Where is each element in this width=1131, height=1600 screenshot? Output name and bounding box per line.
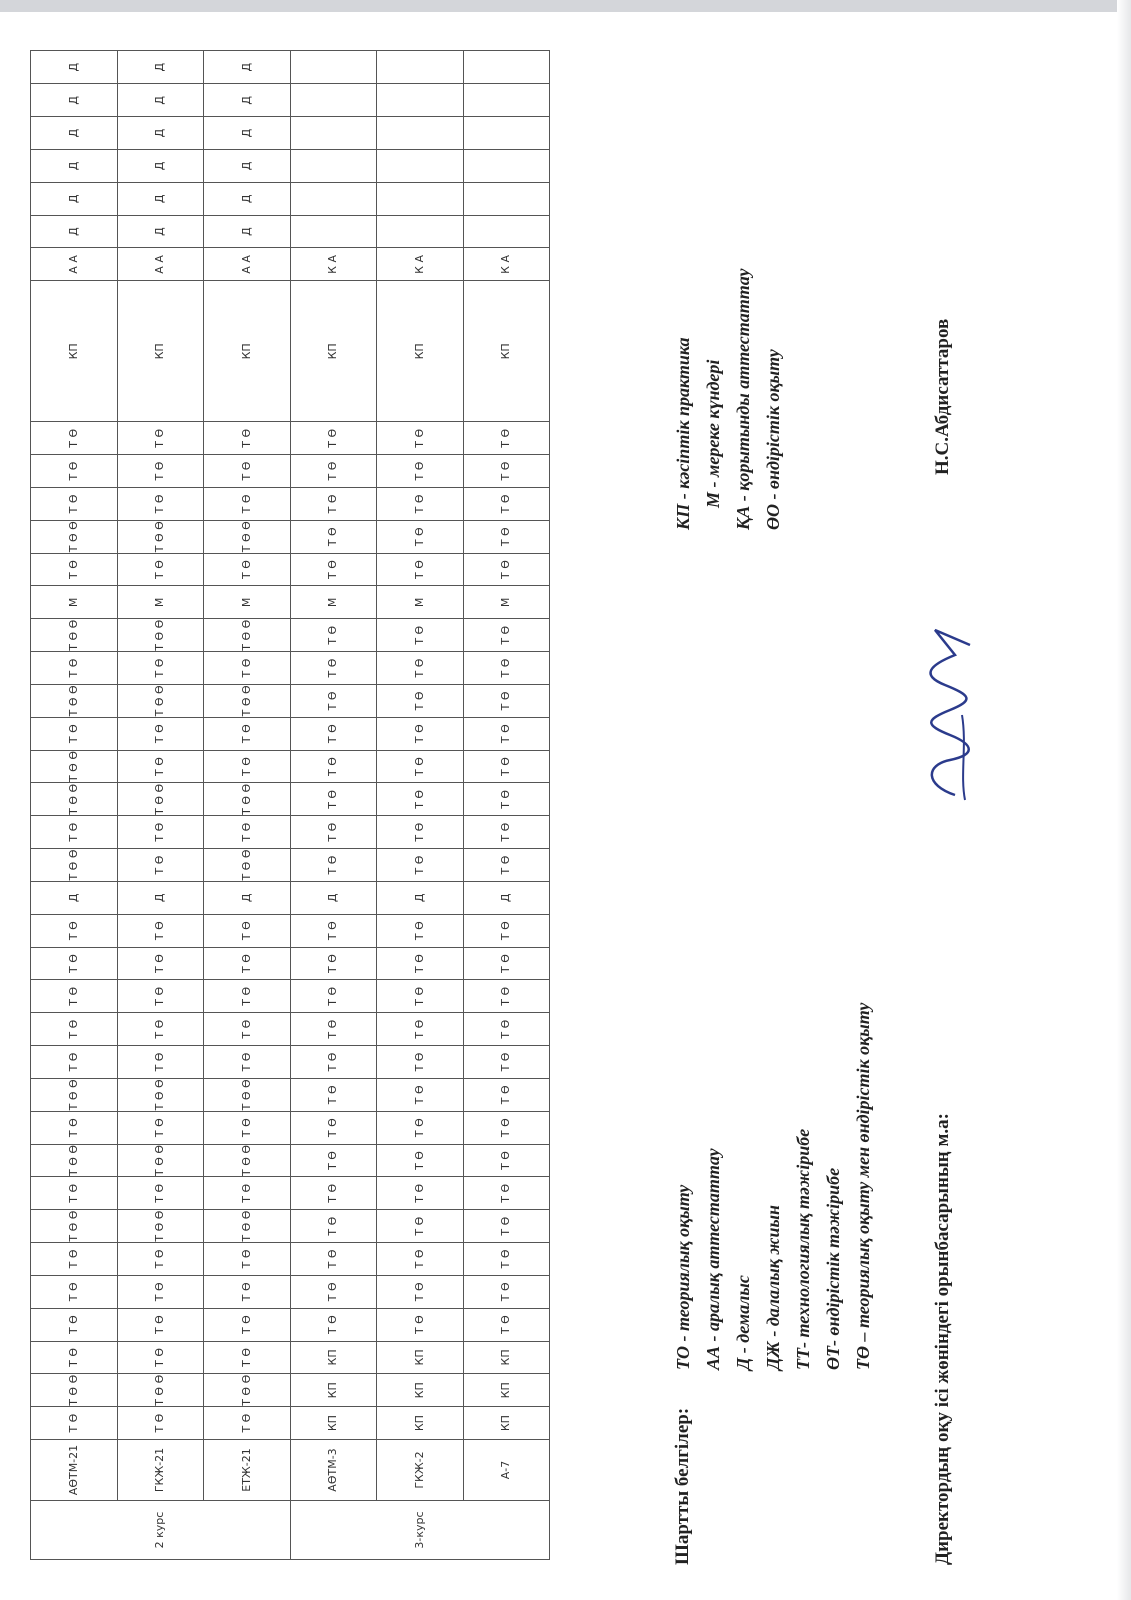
- schedule-cell: Т Ө: [290, 455, 377, 488]
- schedule-cell: КП: [463, 1341, 550, 1374]
- group-label: А-7: [463, 1440, 550, 1501]
- schedule-cell: Д: [31, 215, 118, 248]
- schedule-cell: Т Ө: [290, 783, 377, 816]
- schedule-cell: Т Ө: [290, 487, 377, 520]
- schedule-cell: К А: [463, 248, 550, 281]
- schedule-cell: Т Ө Ө: [204, 520, 291, 553]
- schedule-cell: Т Ө: [290, 947, 377, 980]
- legend-item: КП - кәсіптік практика: [673, 337, 693, 530]
- schedule-cell: Д: [204, 84, 291, 117]
- schedule-cell: Д: [204, 117, 291, 150]
- schedule-cell: Т Ө: [290, 1210, 377, 1243]
- schedule-cell: КП: [290, 1341, 377, 1374]
- schedule-cell: Т Ө: [377, 455, 464, 488]
- schedule-cell: Т Ө Ө: [31, 1210, 118, 1243]
- schedule-cell: Т Ө: [31, 914, 118, 947]
- schedule-cell: Т Ө: [117, 914, 204, 947]
- legend-item: ДЖ - далалық жиын: [763, 1205, 783, 1370]
- schedule-cell: Т Ө: [31, 553, 118, 586]
- schedule-cell: Т Ө: [290, 914, 377, 947]
- schedule-cell: Т Ө: [463, 750, 550, 783]
- schedule-cell: Д: [31, 150, 118, 183]
- schedule-cell: Т Ө: [377, 1177, 464, 1210]
- schedule-cell: Т Ө Ө: [31, 1374, 118, 1407]
- schedule-cell: Т Ө: [377, 1210, 464, 1243]
- schedule-cell: Т Ө: [117, 1177, 204, 1210]
- schedule-cell: Т Ө: [290, 1013, 377, 1046]
- schedule-cell: Т Ө Ө: [117, 1078, 204, 1111]
- group-label: ГКЖ-2: [377, 1440, 464, 1501]
- schedule-row: [290, 51, 377, 1560]
- schedule-cell: [290, 182, 377, 215]
- schedule-cell: Т Ө: [290, 849, 377, 882]
- schedule-cell: Т Ө: [463, 1046, 550, 1079]
- schedule-cell: Д: [463, 881, 550, 914]
- signature-label: Директордың оқу ісі жөніндегі орынбасарының м.а:: [932, 1112, 953, 1565]
- schedule-cell: Т Ө: [290, 1144, 377, 1177]
- schedule-cell: Т Ө: [463, 684, 550, 717]
- schedule-cell: Т Ө Ө: [117, 520, 204, 553]
- schedule-cell: Т Ө: [117, 947, 204, 980]
- schedule-cell: Т Ө: [377, 1275, 464, 1308]
- schedule-cell: Т Ө: [290, 1078, 377, 1111]
- schedule-cell: Т Ө: [463, 1144, 550, 1177]
- schedule-cell: Т Ө: [377, 652, 464, 685]
- schedule-cell: М: [377, 586, 464, 619]
- schedule-cell: Т Ө: [31, 1177, 118, 1210]
- schedule-cell: Т Ө: [117, 1111, 204, 1144]
- schedule-cell: Д: [117, 150, 204, 183]
- schedule-cell: Т Ө: [463, 1308, 550, 1341]
- schedule-cell: Т Ө Ө: [204, 1078, 291, 1111]
- legend-item: ҚА - қорытынды аттестаттау: [733, 268, 753, 530]
- schedule-cell: [463, 215, 550, 248]
- schedule-cell: Т Ө: [290, 422, 377, 455]
- schedule-cell: Т Ө: [204, 1275, 291, 1308]
- schedule-cell: Т Ө Ө: [204, 619, 291, 652]
- schedule-cell: Т Ө: [377, 520, 464, 553]
- schedule-cell: Т Ө: [290, 652, 377, 685]
- group-label: ГКЖ-21: [117, 1440, 204, 1501]
- handwritten-signature: [915, 605, 985, 805]
- schedule-cell: М: [31, 586, 118, 619]
- course-label: 3-курс: [290, 1501, 550, 1560]
- schedule-cell: Т Ө: [290, 520, 377, 553]
- schedule-row: [377, 51, 464, 1560]
- legend-item: ТӨ – теориялық оқыту мен өндірістік оқыту: [853, 1002, 873, 1370]
- schedule-cell: Т Ө: [204, 1341, 291, 1374]
- schedule-cell: Т Ө: [377, 553, 464, 586]
- schedule-cell: Т Ө: [117, 1341, 204, 1374]
- schedule-cell: Т Ө: [463, 1078, 550, 1111]
- schedule-cell: Т Ө: [204, 1308, 291, 1341]
- schedule-cell: Т Ө Ө: [31, 849, 118, 882]
- schedule-cell: Т Ө: [290, 684, 377, 717]
- schedule-cell: Т Ө: [290, 717, 377, 750]
- schedule-cell: Т Ө: [290, 1243, 377, 1276]
- schedule-cell: Т Ө: [117, 422, 204, 455]
- schedule-cell: [290, 84, 377, 117]
- schedule-cell: КП: [117, 281, 204, 422]
- schedule-cell: КП: [463, 1407, 550, 1440]
- group-label: АӨТМ-3: [290, 1440, 377, 1501]
- schedule-row: [31, 51, 118, 1560]
- schedule-cell: Д: [204, 182, 291, 215]
- schedule-cell: [463, 117, 550, 150]
- schedule-row: [204, 51, 291, 1560]
- scan-top-edge: [0, 0, 1131, 12]
- legend-left-list: [668, 1003, 878, 1370]
- schedule-cell: Т Ө: [290, 553, 377, 586]
- schedule-cell: Т Ө: [204, 717, 291, 750]
- legend-title: Шартты белгілер:: [672, 1407, 693, 1565]
- schedule-cell: Т Ө: [377, 1078, 464, 1111]
- schedule-cell: Т Ө Ө: [31, 520, 118, 553]
- schedule-cell: Т Ө Ө: [204, 1374, 291, 1407]
- schedule-cell: Д: [204, 215, 291, 248]
- schedule-cell: [377, 117, 464, 150]
- schedule-cell: Т Ө: [31, 947, 118, 980]
- group-label: АӨТМ-21: [31, 1440, 118, 1501]
- schedule-cell: Т Ө Ө: [31, 1078, 118, 1111]
- legend-item: ТО - теориялық оқыту: [673, 1184, 693, 1370]
- schedule-cell: М: [463, 586, 550, 619]
- schedule-cell: Т Ө: [31, 980, 118, 1013]
- legend-block: [660, 45, 980, 1565]
- schedule-cell: Т Ө Ө: [204, 1144, 291, 1177]
- schedule-cell: Т Ө: [377, 947, 464, 980]
- schedule-cell: Д: [117, 84, 204, 117]
- legend-item: М - мереке күндері: [703, 359, 723, 508]
- schedule-cell: Т Ө: [204, 980, 291, 1013]
- schedule-cell: Т Ө: [31, 717, 118, 750]
- schedule-cell: [290, 51, 377, 84]
- schedule-cell: М: [204, 586, 291, 619]
- schedule-cell: Т Ө: [377, 750, 464, 783]
- schedule-cell: Т Ө: [204, 1243, 291, 1276]
- schedule-cell: Т Ө: [377, 914, 464, 947]
- schedule-cell: [463, 182, 550, 215]
- schedule-cell: Д: [31, 84, 118, 117]
- schedule-cell: Т Ө: [377, 1308, 464, 1341]
- schedule-cell: Т Ө: [377, 1046, 464, 1079]
- schedule-cell: Т Ө: [204, 455, 291, 488]
- schedule-cell: Т Ө: [377, 849, 464, 882]
- schedule-cell: Т Ө Ө: [204, 783, 291, 816]
- schedule-cell: Т Ө Ө: [117, 619, 204, 652]
- schedule-cell: Т Ө Ө: [117, 1144, 204, 1177]
- schedule-cell: Д: [117, 881, 204, 914]
- schedule-cell: Т Ө: [377, 717, 464, 750]
- schedule-cell: Т Ө: [31, 1407, 118, 1440]
- schedule-cell: КП: [290, 1407, 377, 1440]
- schedule-cell: Д: [117, 215, 204, 248]
- schedule-cell: Д: [31, 51, 118, 84]
- schedule-cell: КП: [377, 1407, 464, 1440]
- schedule-cell: Т Ө: [463, 1013, 550, 1046]
- schedule-cell: Д: [117, 182, 204, 215]
- schedule-cell: Т Ө: [117, 1243, 204, 1276]
- schedule-cell: К А: [377, 248, 464, 281]
- schedule-cell: Д: [204, 150, 291, 183]
- schedule-cell: Т Ө: [290, 619, 377, 652]
- schedule-cell: Т Ө: [117, 1308, 204, 1341]
- schedule-cell: Т Ө: [204, 1177, 291, 1210]
- schedule-cell: КП: [377, 281, 464, 422]
- schedule-cell: Т Ө: [377, 1013, 464, 1046]
- schedule-cell: Т Ө: [377, 684, 464, 717]
- schedule-cell: Т Ө: [31, 1013, 118, 1046]
- schedule-cell: КП: [204, 281, 291, 422]
- schedule-cell: [463, 150, 550, 183]
- schedule-cell: Т Ө: [117, 717, 204, 750]
- schedule-cell: М: [290, 586, 377, 619]
- schedule-cell: Т Ө: [117, 487, 204, 520]
- schedule-cell: КП: [31, 281, 118, 422]
- schedule-row: [117, 51, 204, 1560]
- schedule-cell: Т Ө: [290, 1177, 377, 1210]
- schedule-row: [463, 51, 550, 1560]
- schedule-cell: М: [117, 586, 204, 619]
- schedule-cell: Т Ө: [377, 816, 464, 849]
- schedule-cell: Т Ө: [31, 1308, 118, 1341]
- schedule-cell: Т Ө: [463, 914, 550, 947]
- schedule-cell: Т Ө Ө: [204, 849, 291, 882]
- schedule-cell: Т Ө Ө: [117, 1210, 204, 1243]
- schedule-cell: Т Ө: [377, 619, 464, 652]
- schedule-cell: Т Ө: [463, 1275, 550, 1308]
- schedule-cell: Т Ө Ө: [204, 1210, 291, 1243]
- schedule-cell: Т Ө Ө: [117, 684, 204, 717]
- schedule-cell: Т Ө: [204, 1046, 291, 1079]
- schedule-cell: Т Ө: [463, 816, 550, 849]
- schedule-cell: Д: [204, 51, 291, 84]
- schedule-cell: Д: [31, 881, 118, 914]
- schedule-cell: КП: [290, 1374, 377, 1407]
- schedule-cell: Т Ө: [31, 1111, 118, 1144]
- schedule-cell: Т Ө: [463, 849, 550, 882]
- schedule-cell: Т Ө: [463, 520, 550, 553]
- schedule-cell: Т Ө: [204, 947, 291, 980]
- schedule-cell: Т Ө: [463, 947, 550, 980]
- schedule-cell: Д: [377, 881, 464, 914]
- schedule-cell: Т Ө: [204, 422, 291, 455]
- schedule-cell: Т Ө: [31, 455, 118, 488]
- schedule-cell: Т Ө: [117, 1046, 204, 1079]
- schedule-cell: Т Ө Ө: [31, 684, 118, 717]
- schedule-cell: Т Ө: [290, 750, 377, 783]
- schedule-cell: Д: [204, 881, 291, 914]
- scan-right-edge: [1117, 0, 1131, 1600]
- schedule-cell: Т Ө: [463, 1243, 550, 1276]
- schedule-table: [30, 50, 550, 1560]
- schedule-cell: Т Ө Ө: [31, 783, 118, 816]
- schedule-cell: Т Ө: [117, 455, 204, 488]
- schedule-cell: [377, 215, 464, 248]
- schedule-cell: Т Ө: [377, 1144, 464, 1177]
- schedule-cell: Т Ө: [31, 1243, 118, 1276]
- schedule-cell: Т Ө: [290, 980, 377, 1013]
- schedule-cell: Т Ө Ө: [31, 1144, 118, 1177]
- schedule-cell: Т Ө: [204, 816, 291, 849]
- schedule-cell: Т Ө: [463, 1210, 550, 1243]
- schedule-cell: [290, 215, 377, 248]
- schedule-cell: Т Ө: [463, 717, 550, 750]
- schedule-cell: Т Ө Ө: [117, 1374, 204, 1407]
- legend-item: АА - аралық аттестаттау: [703, 1148, 723, 1370]
- schedule-cell: [377, 84, 464, 117]
- schedule-cell: Т Ө Ө: [31, 619, 118, 652]
- schedule-cell: Т Ө: [377, 422, 464, 455]
- schedule-cell: Т Ө: [31, 652, 118, 685]
- schedule-cell: Т Ө: [377, 783, 464, 816]
- schedule-cell: Д: [117, 51, 204, 84]
- schedule-cell: Т Ө Ө: [117, 783, 204, 816]
- schedule-cell: [290, 117, 377, 150]
- schedule-cell: Т Ө: [117, 1013, 204, 1046]
- schedule-cell: Т Ө: [290, 816, 377, 849]
- legend-item: ӨТ- өндірістік тәжірибе: [823, 1167, 843, 1370]
- legend-item: ӨО - өндірістік оқыту: [763, 349, 783, 530]
- schedule-cell: Т Ө: [204, 914, 291, 947]
- schedule-cell: Т Ө: [463, 980, 550, 1013]
- schedule-cell: Т Ө: [31, 1046, 118, 1079]
- signatory-name: Н.С.Абдисаттаров: [932, 318, 953, 475]
- schedule-cell: Т Ө: [204, 1111, 291, 1144]
- schedule-cell: [463, 51, 550, 84]
- schedule-cell: Т Ө: [117, 1407, 204, 1440]
- schedule-cell: КП: [290, 281, 377, 422]
- schedule-cell: Т Ө: [290, 1046, 377, 1079]
- schedule-cell: Т Ө Ө: [204, 684, 291, 717]
- schedule-cell: Т Ө: [204, 652, 291, 685]
- schedule-cell: Т Ө: [463, 783, 550, 816]
- schedule-cell: Т Ө: [463, 455, 550, 488]
- schedule-cell: Т Ө: [290, 1111, 377, 1144]
- schedule-cell: Т Ө: [31, 1341, 118, 1374]
- schedule-cell: Т Ө: [463, 652, 550, 685]
- schedule-cell: Т Ө: [31, 422, 118, 455]
- group-label: ЕТЖ-21: [204, 1440, 291, 1501]
- schedule-cell: Т Ө: [204, 750, 291, 783]
- schedule-cell: Т Ө: [117, 1275, 204, 1308]
- schedule-cell: Т Ө: [463, 1111, 550, 1144]
- schedule-cell: [377, 150, 464, 183]
- schedule-cell: КП: [463, 281, 550, 422]
- schedule-cell: Т Ө: [377, 487, 464, 520]
- legend-item: Д - демалыс: [733, 1275, 753, 1370]
- schedule-cell: Т Ө: [204, 553, 291, 586]
- schedule-cell: Д: [290, 881, 377, 914]
- schedule-cell: Т Ө: [204, 1407, 291, 1440]
- schedule-cell: Т Ө: [117, 750, 204, 783]
- schedule-cell: [377, 182, 464, 215]
- schedule-cell: Т Ө: [290, 1275, 377, 1308]
- schedule-cell: Т Ө: [204, 487, 291, 520]
- schedule-cell: Т Ө: [463, 553, 550, 586]
- schedule-cell: [377, 51, 464, 84]
- schedule-cell: Д: [117, 117, 204, 150]
- schedule-cell: КП: [463, 1374, 550, 1407]
- schedule-cell: Т Ө: [377, 1243, 464, 1276]
- schedule-cell: К А: [290, 248, 377, 281]
- schedule-cell: КП: [377, 1341, 464, 1374]
- legend-right-list: [668, 269, 788, 530]
- schedule-cell: Д: [31, 117, 118, 150]
- schedule-cell: Т Ө: [377, 1111, 464, 1144]
- legend-item: ТТ- технологиялық тәжірибе: [793, 1128, 813, 1370]
- schedule-cell: Т Ө: [31, 816, 118, 849]
- schedule-cell: Т Ө: [31, 1275, 118, 1308]
- schedule-cell: А А: [204, 248, 291, 281]
- schedule-cell: Т Ө Ө: [31, 750, 118, 783]
- schedule-cell: КП: [377, 1374, 464, 1407]
- schedule-cell: Т Ө: [204, 1013, 291, 1046]
- schedule-cell: Т Ө: [463, 1177, 550, 1210]
- schedule-cell: Т Ө: [117, 553, 204, 586]
- schedule-cell: А А: [117, 248, 204, 281]
- schedule-cell: Т Ө: [117, 849, 204, 882]
- schedule-cell: Т Ө: [290, 1308, 377, 1341]
- course-label: 2 курс: [31, 1501, 291, 1560]
- schedule-cell: Т Ө: [463, 619, 550, 652]
- schedule-cell: Т Ө: [117, 980, 204, 1013]
- schedule-cell: Д: [31, 182, 118, 215]
- schedule-cell: Т Ө: [117, 652, 204, 685]
- schedule-cell: Т Ө: [117, 816, 204, 849]
- schedule-cell: Т Ө: [463, 422, 550, 455]
- schedule-table-wrapper: [30, 50, 550, 1560]
- schedule-cell: Т Ө: [463, 487, 550, 520]
- schedule-cell: [290, 150, 377, 183]
- schedule-cell: А А: [31, 248, 118, 281]
- schedule-cell: [463, 84, 550, 117]
- schedule-cell: Т Ө: [377, 980, 464, 1013]
- schedule-cell: Т Ө: [31, 487, 118, 520]
